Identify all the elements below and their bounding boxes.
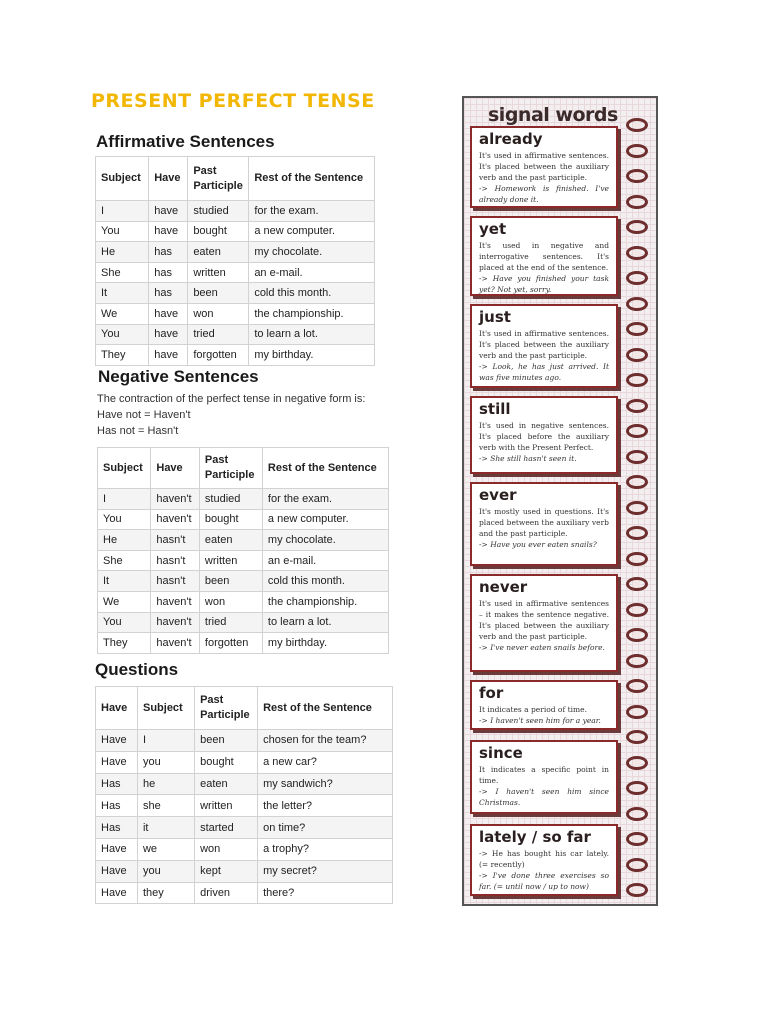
table-cell: the championship. [262,591,388,612]
table-cell: an e-mail. [262,550,388,571]
table-cell: my birthday. [249,345,375,366]
table-cell: They [96,345,149,366]
contraction-note: The contraction of the perfect tense in negative form is: [97,393,366,405]
table-cell: been [199,571,262,592]
spiral-ring-icon [626,399,648,413]
signal-word-explanation: It's mostly used in questions. It's placed between the auxiliary verb and the past participle. [479,507,609,538]
signal-word: since [479,744,523,762]
table-row [96,262,375,283]
spiral-ring-icon [626,220,648,234]
table-header-row [96,157,375,201]
signal-word-explanation: It's used in affirmative sentences. It's placed between the auxiliary verb and the past participle. [479,151,609,182]
table-cell: the letter? [258,795,393,817]
spiral-ring-icon [626,705,648,719]
table-row [96,345,375,366]
questions-heading: Questions [95,660,179,679]
table-cell: a new computer. [262,509,388,530]
spiral-ring-icon [626,756,648,770]
table-cell: Has [96,817,138,839]
spiral-ring-icon [626,144,648,158]
table-row [96,303,375,324]
table-cell: Have [96,751,138,773]
table-cell: for the exam. [249,201,375,222]
table-row [98,509,389,530]
table-cell: I [96,201,149,222]
table-cell: it [137,817,194,839]
signal-word-example: -> Have you finished your task yet? Not yet, sorry. [479,274,609,294]
table-cell: bought [195,751,258,773]
table-cell: Have [96,882,138,904]
table-cell: She [98,550,151,571]
table-cell: you [137,860,194,882]
spiral-ring-icon [626,679,648,693]
table-row [96,795,393,817]
table-row [98,530,389,551]
table-cell: started [195,817,258,839]
table-cell: bought [188,221,249,242]
table-cell: haven't [151,633,200,654]
signal-word: ever [479,486,517,504]
signal-word-explanation: It's used in affirmative sentences – it makes the sentence negative. It's placed between the auxiliary verb and the past participle. [479,599,609,641]
table-cell: You [98,612,151,633]
table-cell: I [137,730,194,752]
affirmative-table [95,156,375,366]
signal-word-card [470,574,618,672]
signal-word-explanation: -> He has bought his car lately. (= recently) [479,849,609,869]
table-cell: an e-mail. [249,262,375,283]
spiral-ring-icon [626,297,648,311]
table-cell: We [98,591,151,612]
spiral-ring-icon [626,552,648,566]
table-cell: He [98,530,151,551]
column-header: Rest of the Sentence [258,687,393,730]
table-cell: have [149,221,188,242]
column-header: Rest of the Sentence [262,448,388,489]
table-cell: have [149,201,188,222]
table-cell: You [96,221,149,242]
signal-word-card [470,396,618,474]
table-row [96,751,393,773]
table-cell: to learn a lot. [262,612,388,633]
table-cell: It [96,283,149,304]
column-header: Past Participle [199,448,262,489]
table-cell: cold this month. [249,283,375,304]
table-cell: It [98,571,151,592]
table-cell: hasn't [151,530,200,551]
table-header-row [98,448,389,489]
column-header: Have [96,687,138,730]
table-cell: we [137,838,194,860]
signal-word-card [470,824,618,896]
signal-word-explanation: It's used in negative and interrogative sentences. It's placed at the end of the sentence. [479,241,609,272]
questions-table [95,686,393,904]
signal-word: lately / so far [479,828,591,846]
table-cell: won [199,591,262,612]
negative-heading: Negative Sentences [98,367,259,386]
signal-word-example: -> I haven't seen him for a year. [479,716,601,725]
table-cell: haven't [151,489,200,510]
signal-word-card [470,482,618,566]
column-header: Subject [96,157,149,201]
table-cell: my sandwich? [258,773,393,795]
column-header: Subject [137,687,194,730]
table-cell: have [149,345,188,366]
spiral-ring-icon [626,118,648,132]
spiral-ring-icon [626,246,648,260]
spiral-ring-icon [626,169,648,183]
table-cell: have [149,324,188,345]
column-header: Have [149,157,188,201]
signal-word-card [470,126,618,208]
signal-word-example: -> I haven't seen him since Christmas. [479,787,609,807]
spiral-ring-icon [626,807,648,821]
contraction-has: Has not = Hasn't [97,425,179,437]
signal-word-card [470,216,618,296]
table-row [98,612,389,633]
signal-words-panel [462,96,658,906]
spiral-ring-icon [626,654,648,668]
table-cell: been [195,730,258,752]
signal-word-card [470,740,618,814]
table-cell: won [188,303,249,324]
table-row [96,201,375,222]
column-header: Rest of the Sentence [249,157,375,201]
negative-table [97,447,389,654]
table-cell: eaten [188,242,249,263]
table-row [98,489,389,510]
signal-word: never [479,578,528,596]
column-header: Have [151,448,200,489]
table-cell: cold this month. [262,571,388,592]
spiral-ring-icon [626,501,648,515]
table-header-row [96,687,393,730]
column-header: Subject [98,448,151,489]
table-cell: has [149,242,188,263]
spiral-ring-icon [626,832,648,846]
signal-word: just [479,308,511,326]
table-cell: tried [188,324,249,345]
spiral-ring-icon [626,373,648,387]
table-cell: chosen for the team? [258,730,393,752]
spiral-ring-icon [626,195,648,209]
table-cell: Have [96,730,138,752]
table-cell: have [149,303,188,324]
table-cell: haven't [151,612,200,633]
signal-word: still [479,400,511,418]
table-row [98,571,389,592]
table-cell: haven't [151,509,200,530]
table-cell: studied [199,489,262,510]
table-cell: Has [96,795,138,817]
table-row [96,882,393,904]
table-cell: hasn't [151,571,200,592]
column-header: Past Participle [195,687,258,730]
table-cell: forgotten [188,345,249,366]
table-cell: hasn't [151,550,200,571]
table-cell: kept [195,860,258,882]
table-cell: my birthday. [262,633,388,654]
table-row [96,221,375,242]
signal-word: for [479,684,504,702]
signal-word-card [470,304,618,388]
signal-word-example: -> She still hasn't seen it. [479,454,577,463]
table-cell: for the exam. [262,489,388,510]
table-cell: has [149,283,188,304]
table-cell: You [96,324,149,345]
table-row [98,550,389,571]
signal-word-card [470,680,618,730]
table-cell: my chocolate. [262,530,388,551]
table-cell: You [98,509,151,530]
signal-word-explanation: It indicates a period of time. [479,705,587,714]
column-header: Past Participle [188,157,249,201]
table-cell: written [199,550,262,571]
table-cell: there? [258,882,393,904]
table-cell: He [96,242,149,263]
table-cell: She [96,262,149,283]
spiral-ring-icon [626,271,648,285]
table-row [96,773,393,795]
table-row [96,242,375,263]
spiral-ring-icon [626,628,648,642]
affirmative-heading: Affirmative Sentences [96,132,275,151]
table-cell: has [149,262,188,283]
table-row [96,838,393,860]
signal-word: already [479,130,543,148]
spiral-ring-icon [626,526,648,540]
table-cell: We [96,303,149,324]
spiral-ring-icon [626,781,648,795]
table-row [96,817,393,839]
table-cell: studied [188,201,249,222]
signal-word-explanation: It's used in affirmative sentences. It's placed between the auxiliary verb and the past participle. [479,329,609,360]
table-cell: eaten [199,530,262,551]
table-cell: I [98,489,151,510]
table-row [96,283,375,304]
spiral-ring-icon [626,858,648,872]
signal-word-explanation: It's used in negative sentences. It's placed before the auxiliary verb with the Present Perfect. [479,421,609,452]
table-cell: to learn a lot. [249,324,375,345]
table-row [96,860,393,882]
table-cell: he [137,773,194,795]
signal-word-example: -> I've done three exercises so far. (= until now / up to now) [479,871,609,891]
spiral-ring-icon [626,603,648,617]
table-cell: Has [96,773,138,795]
table-cell: a trophy? [258,838,393,860]
spiral-ring-icon [626,424,648,438]
table-cell: my secret? [258,860,393,882]
table-cell: a new car? [258,751,393,773]
table-cell: written [195,795,258,817]
table-cell: tried [199,612,262,633]
page-title: PRESENT PERFECT TENSE [91,90,375,112]
signal-word: yet [479,220,507,238]
signal-word-example: -> Homework is finished. I've already done it. [479,184,609,204]
table-cell: on time? [258,817,393,839]
table-cell: driven [195,882,258,904]
spiral-ring-icon [626,475,648,489]
signal-word-explanation: It indicates a specific point in time. [479,765,609,785]
table-cell: eaten [195,773,258,795]
signal-word-example: -> Have you ever eaten snails? [479,540,597,549]
table-row [98,633,389,654]
table-row [96,324,375,345]
table-cell: you [137,751,194,773]
table-cell: the championship. [249,303,375,324]
table-cell: been [188,283,249,304]
table-row [96,730,393,752]
table-cell: bought [199,509,262,530]
table-cell: written [188,262,249,283]
spiral-ring-icon [626,730,648,744]
table-cell: Have [96,860,138,882]
table-cell: Have [96,838,138,860]
spiral-ring-icon [626,322,648,336]
signal-words-title: signal words [488,104,618,126]
spiral-ring-icon [626,348,648,362]
table-cell: They [98,633,151,654]
table-cell: my chocolate. [249,242,375,263]
table-cell: won [195,838,258,860]
table-row [98,591,389,612]
table-cell: forgotten [199,633,262,654]
table-cell: she [137,795,194,817]
table-cell: they [137,882,194,904]
signal-word-example: -> Look, he has just arrived. It was five minutes ago. [479,362,609,382]
signal-word-example: -> I've never eaten snails before. [479,643,605,652]
spiral-ring-icon [626,577,648,591]
spiral-ring-icon [626,883,648,897]
table-cell: haven't [151,591,200,612]
spiral-ring-icon [626,450,648,464]
contraction-have: Have not = Haven't [97,409,191,421]
table-cell: a new computer. [249,221,375,242]
